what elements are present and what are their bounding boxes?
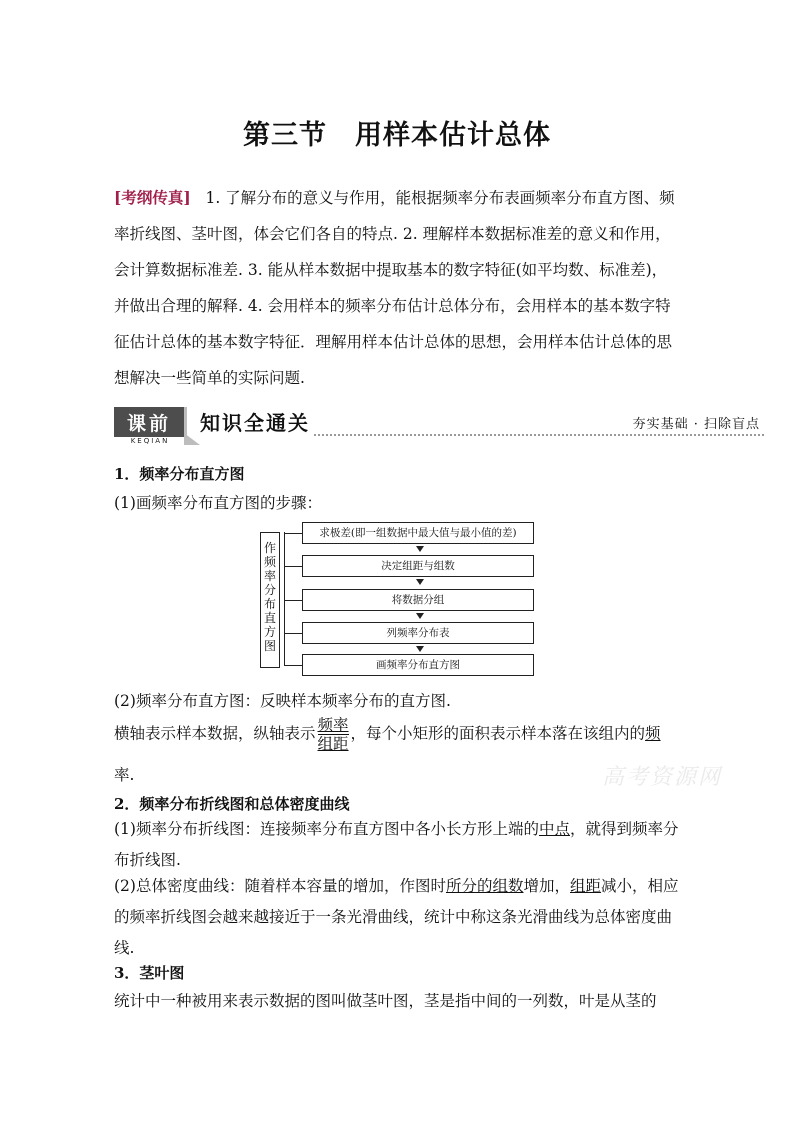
fraction-numerator: 频率 — [317, 716, 349, 734]
flowchart-title-char: 图 — [263, 639, 276, 653]
density-curve-definition — [114, 871, 680, 964]
flowchart-title-char: 方 — [263, 625, 276, 639]
banner-notch — [184, 433, 200, 445]
flowchart-connector — [284, 600, 302, 601]
banner-rule — [314, 434, 764, 436]
flowchart-connector — [284, 566, 302, 567]
section3-heading: 3．茎叶图 — [114, 964, 185, 982]
flowchart-title-char: 布 — [263, 597, 276, 611]
density-text-post: 减小，相应的频率折线图会越来越接近于一条光滑曲线，统计中称这条光滑曲线为总体密度曲线. — [114, 877, 679, 957]
flowchart-arrow — [416, 646, 424, 652]
flowchart-arrow — [416, 546, 424, 552]
banner-sub-label: KEQIAN — [130, 437, 170, 445]
fraction-frequency-over-interval — [318, 716, 349, 753]
axis-text-pre: 横轴表示样本数据，纵轴表示 — [114, 724, 316, 743]
polyline-text-post: ，就得到频率分布折线图. — [114, 820, 679, 869]
flowchart-connector — [284, 533, 302, 534]
polyline-text-underlined: 中点 — [538, 820, 570, 838]
intro-tag: [考纲传真] — [114, 188, 191, 207]
axis-text-end: 率. — [114, 766, 135, 784]
histogram-definition: (2)频率分布直方图：反映样本频率分布的直方图. — [114, 692, 451, 710]
flowchart-arrow — [416, 613, 424, 619]
banner-headline: 知识全通关 — [200, 411, 310, 435]
flowchart-step: 将数据分组 — [302, 589, 534, 611]
polyline-text-pre: (1)频率分布折线图：连接频率分布直方图中各小长方形上端的 — [114, 820, 539, 838]
flowchart-step: 画频率分布直方图 — [302, 654, 534, 676]
axis-text-underlined: 频 — [645, 724, 661, 743]
section-banner — [114, 407, 764, 447]
banner-label: 课前 — [126, 413, 171, 435]
axis-description — [114, 716, 661, 753]
page-title: 第三节 用样本估计总体 — [243, 120, 551, 151]
flowchart-title-char: 频 — [263, 555, 276, 569]
fraction-denominator: 组距 — [317, 735, 349, 753]
flowchart-title — [260, 532, 280, 668]
axis-text-post: ，每个小矩形的面积表示样本落在该组内的 — [350, 724, 646, 743]
flowchart-title-char: 直 — [263, 611, 276, 625]
flowchart-step: 求极差(即一组数据中最大值与最小值的差) — [302, 522, 534, 544]
flowchart-arrow — [416, 579, 424, 585]
flowchart-connector — [284, 633, 302, 634]
watermark: 高考资源网 — [602, 765, 723, 790]
flowchart-spine — [284, 532, 285, 666]
section1-step-intro: (1)画频率分布直方图的步骤： — [114, 494, 322, 512]
flowchart-connector — [284, 665, 302, 666]
section2-heading: 2．频率分布折线图和总体密度曲线 — [114, 795, 350, 813]
section1-heading: 1．频率分布直方图 — [114, 465, 245, 483]
density-text-underlined-groups: 所分的组数 — [445, 877, 524, 895]
density-text-underlined-interval: 组距 — [570, 877, 602, 895]
flowchart-title-char: 率 — [263, 569, 276, 583]
stem-leaf-definition: 统计中一种被用来表示数据的图叫做茎叶图，茎是指中间的一列数，叶是从茎的 — [114, 992, 657, 1010]
intro-text: 1. 了解分布的意义与作用，能根据频率分布表画频率分布直方图、频率折线图、茎叶图，体会它们各自的特点. 2. 理解样本数据标准差的意义和作用，会计算数据标准差. 3. 能从样本数据中提取基本的数字特征(如平均数、标准差)，并做出合理的解释. 4. 会用样本的频率分布估计总体分布，会用样本的基本数字特征估计总体的基本数字特征．理解用样本估计总体的思想，会用样本估计总体的思想解决一些简单的实际问题. — [114, 189, 675, 387]
polyline-definition — [114, 814, 680, 876]
density-text-pre: (2)总体密度曲线：随着样本容量的增加，作图时 — [114, 877, 446, 895]
banner-slogan: 夯实基础 · 扫除盲点 — [632, 417, 760, 432]
intro-paragraph — [114, 180, 680, 396]
density-text-mid: 增加， — [523, 877, 570, 895]
flowchart-step: 列频率分布表 — [302, 622, 534, 644]
flowchart-step: 决定组距与组数 — [302, 555, 534, 577]
flowchart-title-char: 分 — [263, 583, 276, 597]
flowchart-title-char: 作 — [263, 541, 276, 555]
